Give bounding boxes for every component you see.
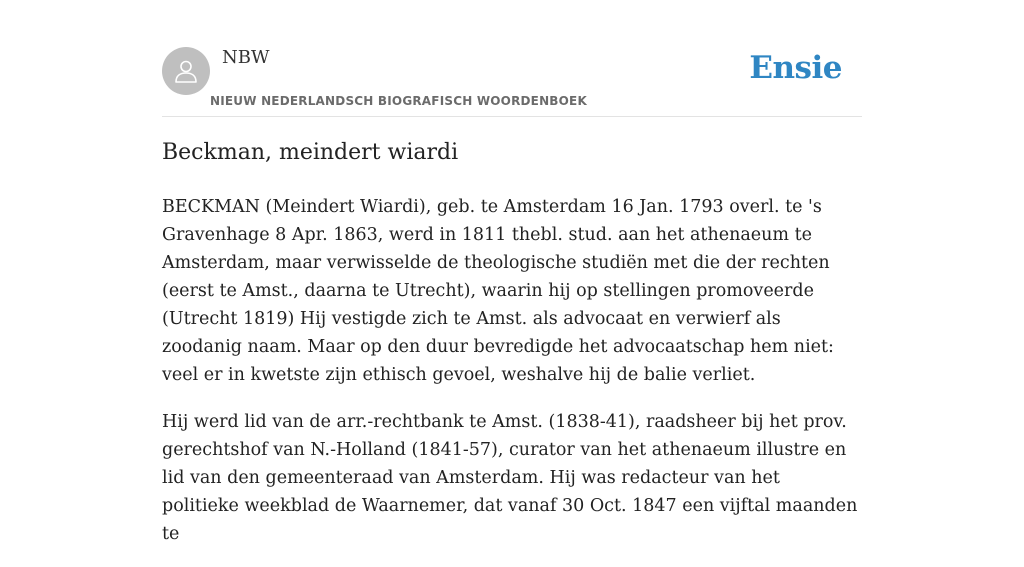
ensie-logo[interactable]: Ensie — [749, 50, 842, 86]
source-name[interactable]: NBW — [222, 47, 270, 68]
source-avatar[interactable] — [162, 47, 210, 95]
user-icon — [172, 57, 200, 85]
article-title: Beckman, meindert wiardi — [162, 140, 459, 165]
article-paragraph: Hij werd lid van de arr.-rechtbank te Amst. (1838-41), raadsheer bij het prov. gerechtshof van N.-Holland (1841-57), curator van het athenaeum illustre en lid van den gemeenteraad van Amsterdam. Hij was redacteur van het politieke weekblad de Waarnemer, dat vanaf 30 Oct. 1847 een vijftal maanden te — [162, 412, 858, 544]
article-body — [162, 193, 862, 567]
source-full-name: NIEUW NEDERLANDSCH BIOGRAFISCH WOORDENBOEK — [210, 94, 587, 108]
article-paragraph: BECKMAN (Meindert Wiardi), geb. te Amsterdam 16 Jan. 1793 overl. te 's Gravenhage 8 Apr. 1863, werd in 1811 thebl. stud. aan het athenaeum te Amsterdam, maar verwisselde de theologische studiën met die der rechten (eerst te Amst., daarna te Utrecht), waarin hij op stellingen promoveerde (Utrecht 1819) Hij vestigde zich te Amst. als advocaat en verwierf als zoodanig naam. Maar op den duur bevredigde het advocaatschap hem niet: veel er in kwetste zijn ethisch gevoel, weshalve hij de balie verliet. — [162, 197, 834, 385]
source-header — [162, 46, 862, 117]
